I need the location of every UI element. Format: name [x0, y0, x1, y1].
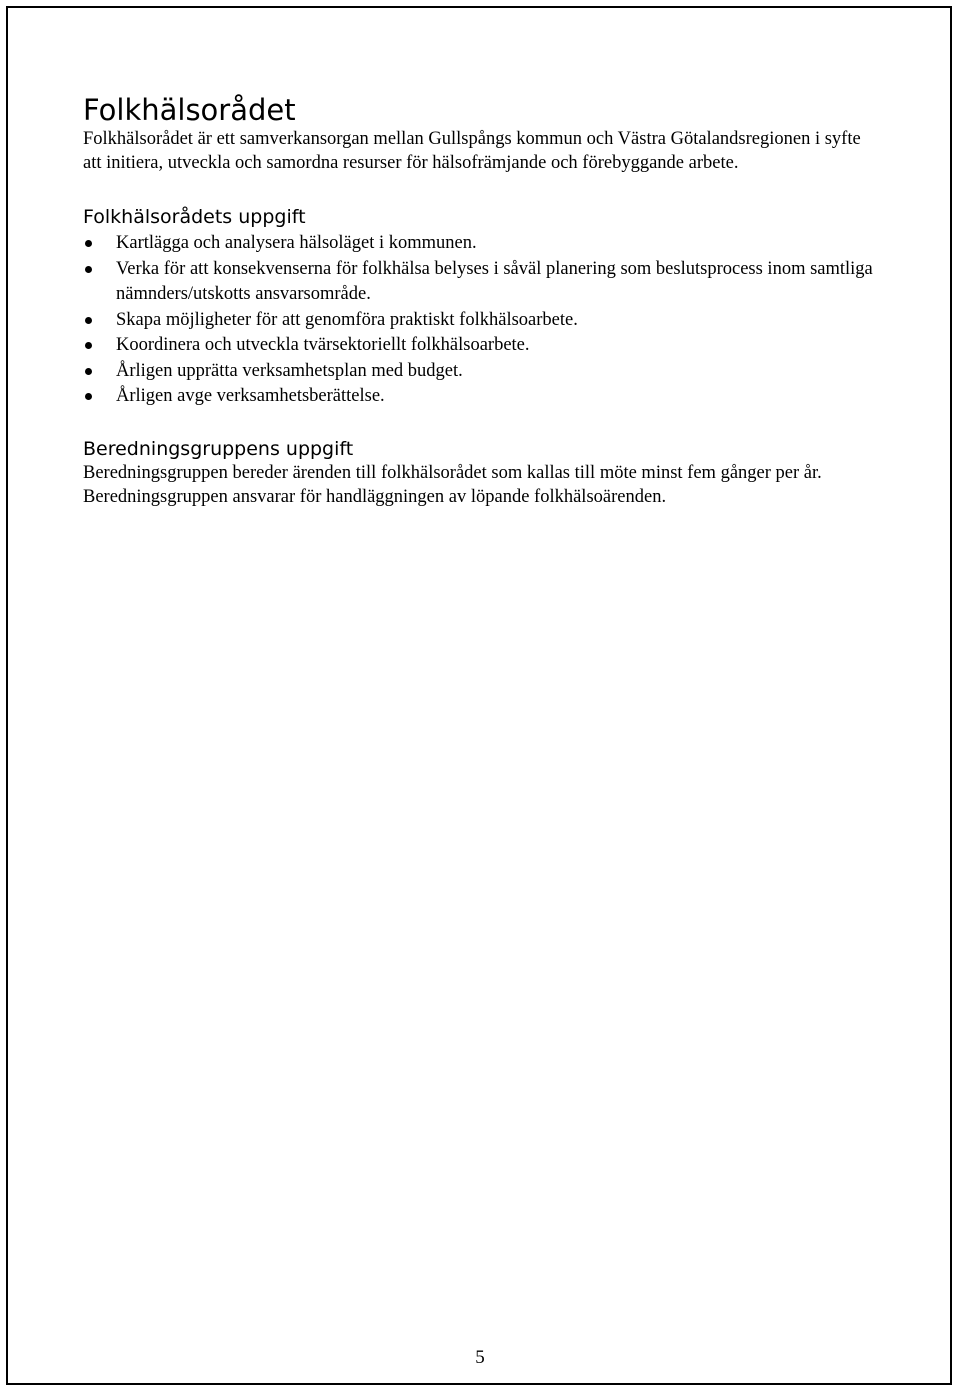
document-body	[83, 93, 883, 509]
list-item	[83, 333, 883, 359]
group-heading: Beredningsgruppens uppgift	[83, 437, 354, 460]
list-item-text: Verka för att konsekvenserna för folkhälsa belyses i såväl planering som beslutsprocess inom samtliga nämnders/utskotts ansvarsområde.	[116, 258, 873, 304]
page-number: 5	[475, 1347, 485, 1368]
list-item	[83, 308, 883, 334]
list-item	[83, 231, 883, 257]
bullet-icon	[85, 368, 92, 375]
bullet-icon	[85, 317, 92, 324]
bullet-icon	[85, 393, 92, 400]
list-item	[83, 359, 883, 385]
list-item-text: Årligen avge verksamhetsberättelse.	[116, 386, 385, 406]
list-item	[83, 257, 883, 308]
list-item	[83, 384, 883, 410]
bullet-icon	[85, 342, 92, 349]
list-item-text: Skapa möjligheter för att genomföra praktiskt folkhälsoarbete.	[116, 309, 578, 330]
tasks-list	[83, 231, 883, 410]
group-paragraph: Beredningsgruppen bereder ärenden till folkhälsorådet som kallas till möte minst fem gånger per år. Beredningsgruppen ansvarar för handläggningen av löpande folkhälsoärenden.	[83, 462, 822, 507]
intro-paragraph: Folkhälsorådet är ett samverkansorgan mellan Gullspångs kommun och Västra Götalandsregionen i syfte att initiera, utveckla och samordna resurser för hälsofrämjande och förebyggande arbete.	[83, 129, 861, 173]
list-item-text: Koordinera och utveckla tvärsektoriellt folkhälsoarbete.	[116, 335, 530, 355]
list-item-text: Årligen upprätta verksamhetsplan med budget.	[116, 360, 463, 381]
page-title: Folkhälsorådet	[83, 93, 296, 127]
bullet-icon	[85, 240, 92, 247]
list-item-text: Kartlägga och analysera hälsoläget i kommunen.	[116, 233, 477, 253]
bullet-icon	[85, 266, 92, 273]
tasks-heading: Folkhälsorådets uppgift	[83, 206, 306, 228]
